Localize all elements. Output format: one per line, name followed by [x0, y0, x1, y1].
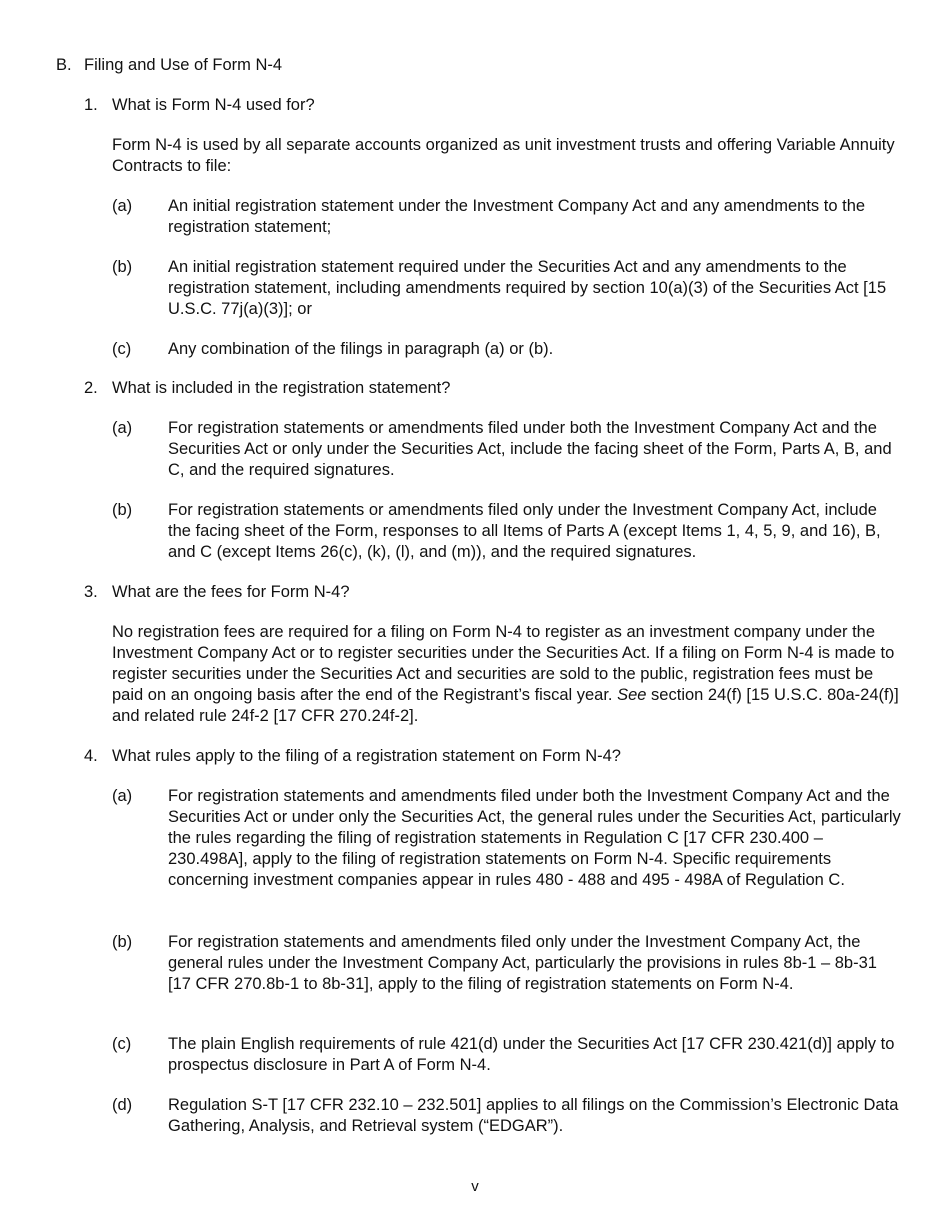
question-4-title: What rules apply to the filing of a registration statement on Form N-4?: [112, 747, 621, 765]
question-1-intro: Form N-4 is used by all separate accounts organized as unit investment trusts and offering Variable Annuity Contracts to file:: [112, 136, 895, 175]
item-label: (a): [112, 419, 133, 437]
question-3-paragraph: [112, 622, 902, 727]
question-2-item-b: [112, 500, 902, 563]
question-3-title: What are the fees for Form N-4?: [112, 583, 350, 601]
question-4-heading: [84, 746, 621, 767]
question-1-heading: [84, 95, 315, 116]
item-text: Regulation S-T [17 CFR 232.10 – 232.501] applies to all filings on the Commission’s Electronic Data Gathering, Analysis, and Retrieval system (“EDGAR”).: [168, 1096, 899, 1135]
section-title: Filing and Use of Form N-4: [84, 56, 283, 74]
item-text: An initial registration statement under the Investment Company Act and any amendments to the registration statement;: [168, 197, 866, 236]
item-text: For registration statements or amendments filed only under the Investment Company Act, include the facing sheet of the Form, responses to all Items of Parts A (except Items 1, 4, 5, 9, and 16), B, and C (except Items 26(c), (k), (l), and (m)), and the required signatures.: [168, 501, 881, 561]
item-label: (a): [112, 787, 133, 805]
question-3-heading: [84, 582, 350, 603]
fee-citation-text: section 24(f) [15 U.S.C. 80a-24(f)] and related rule 24f-2 [17 CFR 270.24f-2].: [112, 686, 899, 725]
section-letter: B.: [56, 56, 72, 74]
question-4-item-d: [112, 1095, 902, 1137]
item-text: For registration statements or amendments filed under both the Investment Company Act and the Securities Act or only under the Securities Act, include the facing sheet of the Form, Parts A, B, and C, and the required signatures.: [168, 419, 892, 479]
item-text: An initial registration statement required under the Securities Act and any amendments to the registration statement, including amendments required by section 10(a)(3) of the Securities Act [15 U.S.C. 77j(a)(3)]; or: [168, 258, 887, 318]
item-label: (c): [112, 340, 132, 358]
question-1-title: What is Form N-4 used for?: [112, 96, 315, 114]
question-1-item-c: [112, 339, 902, 360]
question-2-heading: [84, 378, 450, 399]
section-heading: [56, 55, 282, 76]
page-number: v: [471, 1178, 479, 1195]
item-text: Any combination of the filings in paragraph (a) or (b).: [168, 340, 554, 358]
question-1-item-a: [112, 196, 902, 238]
question-2-title: What is included in the registration statement?: [112, 379, 451, 397]
item-text: For registration statements and amendments filed only under the Investment Company Act, the general rules under the Investment Company Act, particularly the provisions in rules 8b-1 – 8b-31 [17 CFR 270.8b-1 to 8b-31], apply to the filing of registration statements on Form N-4.: [168, 933, 877, 993]
item-label: (c): [112, 1035, 132, 1053]
item-label: (b): [112, 501, 133, 519]
question-4-item-c: [112, 1034, 902, 1076]
question-1-number: 1.: [84, 96, 98, 114]
item-label: (d): [112, 1096, 133, 1114]
question-1-item-b: [112, 257, 902, 320]
question-2-number: 2.: [84, 379, 98, 397]
item-text: The plain English requirements of rule 421(d) under the Securities Act [17 CFR 230.421(d)] apply to prospectus disclosure in Part A of Form N-4.: [168, 1035, 895, 1074]
item-label: (b): [112, 933, 133, 951]
item-text: For registration statements and amendments filed under both the Investment Company Act and the Securities Act or under only the Securities Act, the general rules under the Securities Act, particularly the rules regarding the filing of registration statements in Regulation C [17 CFR 230.400 – 230.498A], apply to the filing of registration statements on Form N-4. Specific requirements concerning investment companies appear in rules 480 - 488 and 495 - 498A of Regulation C.: [168, 787, 901, 889]
question-3-number: 3.: [84, 583, 98, 601]
see-reference: See: [617, 686, 647, 704]
question-4-item-a: [112, 786, 902, 891]
question-4-item-b: [112, 932, 902, 995]
question-4-number: 4.: [84, 747, 98, 765]
item-label: (b): [112, 258, 133, 276]
item-label: (a): [112, 197, 133, 215]
fee-text: No registration fees are required for a filing on Form N-4 to register as an investment company under the Investment Company Act or to register securities under the Securities Act. If a filing on Form N-4 is made to register securities under the Securities Act and securities are sold to the public, registration fees must be paid on an ongoing basis after the end of the Registrant’s fiscal year.: [112, 623, 895, 704]
question-2-item-a: [112, 418, 902, 481]
